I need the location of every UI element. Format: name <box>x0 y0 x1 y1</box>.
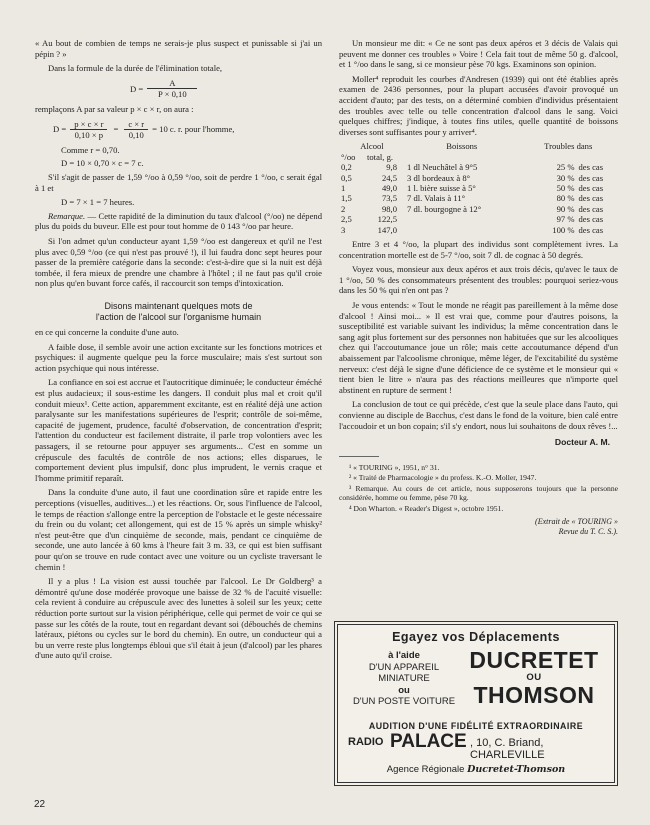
right-column <box>339 38 618 537</box>
ad-line: D'UN POSTE VOITURE <box>352 696 456 707</box>
conclusion-paragraph: La conclusion de tout ce qui précède, c'est que la seule place dans l'auto, qui convienne au disciple de Bacchus, c'est dans le fond de la voiture, bien calé entre l'accoudoir et un bon copain; s'il s'y endort, nous lui souhaitons de doux rêves !... <box>339 399 618 431</box>
table-row <box>339 214 618 224</box>
ad-audition: AUDITION D'UNE FIDÉLITÉ EXTRAORDINAIRE <box>368 721 584 731</box>
table-cell: 100 % <box>552 224 575 235</box>
entre-paragraph: Entre 3 et 4 °/oo, la plupart des individus sont complètement ivres. La concentration mortelle est de 5-7 °/oo, soit 7 dl. de cognac à 50 degrés. <box>339 239 618 260</box>
si-paragraph: Si l'on admet qu'un conducteur ayant 1,59 °/oo est dangereux et qu'il ne l'est plus avec 0,59 °/oo (ce qui n'est pas prouvé !), il lui faudra donc sept heures pour passer de la première catégorie dans la seconde: c'est-à-dire que si la nuit est déjà tombée, il fera mieux de prendre une chambre à l'hôtel ; il ne faut pas qu'il croie non plus qu'en buvant force cafés, il raccourcit son temps d'intoxication. <box>35 235 322 289</box>
table-cell: des cas <box>578 193 604 204</box>
formula-2-rest: = 10 c. r. pour l'homme, <box>152 124 235 135</box>
table-cell: des cas <box>578 214 604 225</box>
table-cell: 24,5 <box>381 172 397 183</box>
ad-line: D'UN APPAREIL MINIATURE <box>368 661 440 684</box>
table-subheader-row <box>339 152 618 162</box>
ad-brand-logo <box>460 648 608 708</box>
table-header-cell: Troubles dans <box>544 141 593 152</box>
formula-1-denominator: P × 0,10 <box>157 89 187 100</box>
formula-2-equals: = <box>113 124 119 135</box>
brand-ducretet: DUCRETET <box>469 647 599 673</box>
formula-1-numerator: A <box>147 78 197 90</box>
ad-agence-script: Ducretet-Thomson <box>467 764 566 775</box>
page-number: 22 <box>34 799 46 810</box>
replace-paragraph: remplaçons A par sa valeur p × c × r, on aura : <box>35 103 194 114</box>
table-cell: des cas <box>578 182 604 193</box>
formula-2-numerator-b: c × r <box>124 119 148 131</box>
table-row <box>339 225 618 235</box>
table-cell: 9,8 <box>386 162 397 173</box>
remarque-text: — Cette rapidité de la diminution du taux d'alcool (°/oo) ne dépend plus du poids du buveur. Elle est pour tout homme de 0 143 °/oo par heure. <box>35 210 322 232</box>
table-subheader-cell: total, g. <box>367 151 394 162</box>
formula-2-fraction-b <box>124 119 148 141</box>
formula-2-fraction-a <box>70 119 107 141</box>
table-cell: 98,0 <box>381 203 397 214</box>
table-cell: 147,0 <box>377 224 397 235</box>
table-row <box>339 162 618 172</box>
equation-d: D = 10 × 0,70 × c = 7 c. <box>61 158 144 169</box>
formula-2-numerator-a: p × c × r <box>70 119 107 131</box>
formula-2-denominator-a: 0,10 × p <box>74 130 104 141</box>
table-cell: 25 % <box>556 162 575 173</box>
table-cell: 1 dl Neuchâtel à 9°5 <box>407 162 478 173</box>
table-header-row <box>339 141 618 151</box>
footnote: ⁴ Don Wharton. « Reader's Digest », octobre 1951. <box>349 503 504 513</box>
formula-intro: Dans la formule de la durée de l'élimination totale, <box>48 63 223 74</box>
formula-1 <box>130 78 322 100</box>
left-column <box>35 38 322 665</box>
table-cell: 0,2 <box>341 162 352 173</box>
coordination-paragraph: Dans la conduite d'une auto, il faut une coordination sûre et rapide entre les perceptions (visuelles, auditives...) et les réactions. Or, sous l'influence de l'alcool, le temps de réaction s'allonge entre la perception de l'obstacle et le geste nécessaire du frein ou du volant; cet allongement, qui est de 15 % après un simple whisky² n'est peut-être que d'un cinquième de seconde, mais, pendant ce cinquième de seconde, une auto lancée à 60 kms à l'heure fait 3 m. 33, ce qui est bien suffisant pour qu'on se trouve en rude contact avec une voiture ou un cycliste traversant le chemin ! <box>35 487 322 572</box>
table-cell: 122,5 <box>377 214 397 225</box>
ad-line: à l'aide <box>388 650 420 661</box>
section-heading-line1: Disons maintenant quelques mots de <box>104 300 253 311</box>
monsieur-paragraph: Un monsieur me dit: « Ce ne sont pas deux apéros et 3 décis de Valais qui peuvent me donner ces troubles » Voire ! Cela fait tout de même 50 g. d'alcool, et 1 °/oo dans le sang, si ce monsieur pèse 70 kgs. Examinons son opinion. <box>339 38 618 70</box>
table-cell: 2,5 <box>341 214 352 225</box>
extract-source-line2: Revue du T. C. S.). <box>558 527 618 537</box>
table-row <box>339 183 618 193</box>
vision-paragraph: Il y a plus ! La vision est aussi touchée par l'alcool. Le Dr Goldberg³ a démontré qu'une dose modérée provoque une baisse de 32 % de l'acuité visuelle: cela revient à conduire au crépuscule avec des lunettes à soleil sur les yeux; cette réduction porte surtout sur la vision périphérique, celle qui permet de voir ce qui se passe sur les côtés de la route, tout en regardant devant soi (débouchés de chemins latéraux, piétons ou cycles sur le bord du chemin). En outre, un conducteur qui a bu un verre reste plus longtemps ébloui que s'il était à jeun (d'alcool) par les phares d'une auto qu'il croise. <box>35 576 322 661</box>
confiance-paragraph: La confiance en soi est accrue et l'autocritique diminuée; le conducteur éméché est plus audacieux; il sous-estime les dangers. Il conduit plus mal et croit qu'il conduit mieux¹. Cette action, apparemment excitante, est en réalité déjà une action paralysante sur les manifestations supérieures de l'esprit; contrôle de soi-même, capacité de jugement, prudence, faculté d'observation, de concentration d'esprit; l'attention du conducteur est facilement distraite, il parle trop volontiers avec les passagers, il se retourne pour appuyer ses arguments... C'est en somme un crépuscule des facultés de contrôle de nos actions; elles disparues, le comportement devient plus impulsif, donc plus imprudent, le vernis craque et l'homme primitif reparaît. <box>35 377 322 483</box>
ad-line: ou <box>398 684 410 696</box>
ad-agence <box>338 764 614 775</box>
je-vous-paragraph: Je vous entends: « Tout le monde ne réagit pas pareillement à la même dose d'alcool ! Ainsi moi... » Il est vrai que, comme pour d'autres poisons, la susceptibilité est variable suivant les individus; la même concentration dans le sang agit plus fortement sur des personnes non habituées que sur les alcooliques chez qui l'accoutumance joue un rôle; mais cette accoutumance dépend d'un abaissement par l'alcoolisme chronique, même léger, de l'excitabilité du système nerveux: c'est déjà le signe d'une déficience de ce système et le monsieur qui « tient bien le litre » n'aura pas des réactions meilleures que n'importe quel abstinent en rupture de serment ! <box>339 299 618 395</box>
table-cell: 7 dl. Valais à 11° <box>407 193 466 204</box>
concerne-paragraph: en ce qui concerne la conduite d'une auto. <box>35 327 179 338</box>
table-cell: 7 dl. bourgogne à 12° <box>407 203 482 214</box>
table-cell: 0,5 <box>341 172 352 183</box>
table-cell: 3 <box>341 224 346 235</box>
formula-2-denominator-b: 0,10 <box>128 130 144 141</box>
pass-paragraph: S'il s'agit de passer de 1,59 °/oo à 0,59 °/oo, soit de perdre 1 °/oo, c serait égal à 1 et <box>35 171 322 193</box>
equation-r: Comme r = 0,70. <box>61 144 120 155</box>
table-cell: 3 dl bordeaux à 8° <box>407 172 471 183</box>
ad-palace: PALACE <box>390 731 467 752</box>
table-cell: 1,5 <box>341 193 352 204</box>
table-cell: 2 <box>341 203 346 214</box>
table-row <box>339 173 618 183</box>
voyez-paragraph: Voyez vous, monsieur aux deux apéros et aux trois décis, qu'avec le taux de 1 °/oo, 50 % des consommateurs présentent des troubles: pourquoi seriez-vous dans les 50 % qui n'en ont pas ? <box>339 264 618 296</box>
table-cell <box>405 225 519 235</box>
section-heading-line2: l'action de l'alcool sur l'organisme humain <box>95 312 262 323</box>
table-header-cell: Boissons <box>446 141 478 152</box>
ad-address: , 10, C. Briand, CHARLEVILLE <box>470 737 545 761</box>
table-row <box>339 193 618 203</box>
table-row <box>339 204 618 214</box>
table-cell: 73,5 <box>381 193 397 204</box>
signature: Docteur A. M. <box>554 437 610 448</box>
footnote: ³ Remarque. Au cours de cet article, nous supposerons toujours que la personne considérée, homme ou femme, pèse 70 kg. <box>339 483 618 503</box>
remarque-paragraph <box>35 211 322 232</box>
table-cell: des cas <box>578 162 604 173</box>
table-cell <box>405 214 519 224</box>
footnote: ² « Traité de Pharmacologie » du profess. K.-O. Moller, 1947. <box>349 473 537 483</box>
table-cell: des cas <box>578 224 604 235</box>
formula-2-lhs: D = <box>53 124 67 135</box>
table-cell: des cas <box>578 172 604 183</box>
equation-d2: D = 7 × 1 = 7 heures. <box>61 197 135 208</box>
brand-ou: OU <box>526 672 542 683</box>
table-cell: des cas <box>578 203 604 214</box>
brand-thomson: THOMSON <box>473 682 595 708</box>
table-cell: 1 l. bière suisse à 5° <box>407 182 476 193</box>
intro-paragraph: « Au bout de combien de temps ne serais-je plus suspect et punissable si j'ai un pépin ? » <box>35 38 322 59</box>
ad-radio: RADIO <box>348 736 384 748</box>
table-cell: 30 % <box>556 172 575 183</box>
moller-paragraph: Moller⁴ reproduit les courbes d'Andresen (1939) qui ont été établies après examen de 2436 personnes, pour la plupart accusées d'avoir provoqué un accident d'auto; par des tests, on a déterminé combien d'individus présentaient des troubles avec telle ou telle concentration d'alcool dans le sang. Voici quelques chiffres; j'indique, à toutes fins utiles, quelle quantité de boissons diverses sont suffisantes pour y arriver⁴. <box>339 73 618 137</box>
extract-source-line1: (Extrait de « TOURING » <box>535 517 618 527</box>
footnote-divider <box>339 456 379 457</box>
table-subheader-cell: °/oo <box>341 151 356 162</box>
table-header-cell: Alcool <box>360 141 384 152</box>
formula-1-fraction <box>147 78 197 100</box>
formula-1-lhs: D = <box>130 83 144 94</box>
ad-left-block <box>346 650 462 708</box>
formula-2 <box>53 119 322 141</box>
footnote: ¹ « TOURING », 1951, n° 31. <box>349 462 440 472</box>
alcohol-table <box>339 141 618 235</box>
table-cell: 50 % <box>556 182 575 193</box>
ad-headline: Egayez vos Déplacements <box>392 630 560 644</box>
table-cell: 97 % <box>556 214 575 225</box>
faible-dose-paragraph: A faible dose, il semble avoir une action excitante sur les fonctions motrices et psychiques: il augmente quelque peu la force musculaire; mais s'est surtout son action psychique qui nous intéresse. <box>35 341 322 373</box>
table-cell: 90 % <box>556 203 575 214</box>
table-cell: 49,0 <box>381 182 397 193</box>
remarque-lead: Remarque. <box>48 210 86 221</box>
table-cell: 1 <box>341 182 346 193</box>
ducretet-thomson-advertisement <box>334 621 618 786</box>
ad-agence-label: Agence Régionale <box>386 764 468 775</box>
table-cell: 80 % <box>556 193 575 204</box>
